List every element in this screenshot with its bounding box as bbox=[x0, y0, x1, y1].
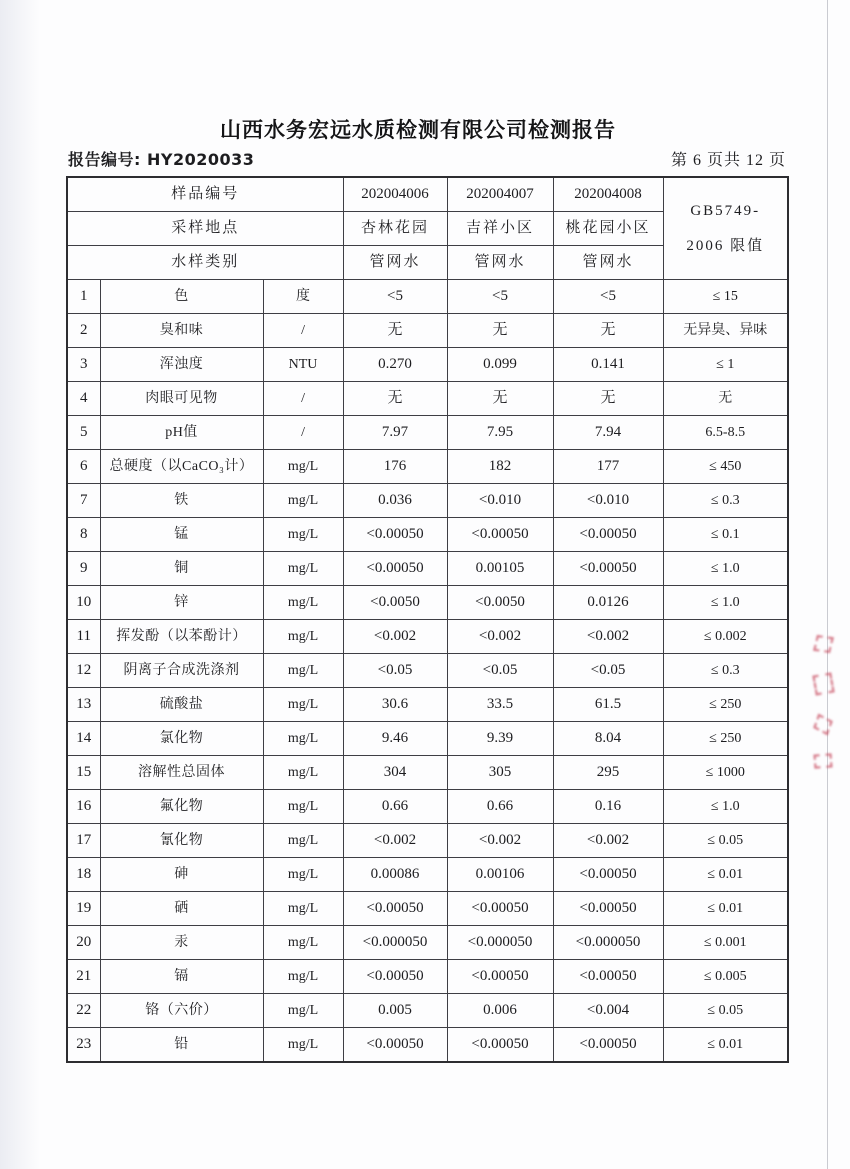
sample2-value: <0.00050 bbox=[447, 892, 553, 926]
sample2-value: <5 bbox=[447, 280, 553, 314]
parameter-unit: mg/L bbox=[263, 858, 343, 892]
table-row bbox=[67, 620, 788, 654]
limit-value: ≤ 1.0 bbox=[663, 552, 788, 586]
sample3-value: <0.010 bbox=[553, 484, 663, 518]
report-title: 山西水务宏远水质检测有限公司检测报告 bbox=[220, 118, 616, 143]
scan-right-edge-line bbox=[827, 0, 828, 1169]
sample1-value: 0.270 bbox=[343, 348, 447, 382]
sample3-value: <0.00050 bbox=[553, 1028, 663, 1063]
sample1-value: <0.002 bbox=[343, 824, 447, 858]
sample3-value: 无 bbox=[553, 382, 663, 416]
parameter-name: 硫酸盐 bbox=[100, 688, 263, 722]
parameter-name: 溶解性总固体 bbox=[100, 756, 263, 790]
limit-value: ≤ 250 bbox=[663, 722, 788, 756]
parameter-name: 铁 bbox=[100, 484, 263, 518]
seal-mark-icon bbox=[812, 673, 834, 696]
limit-value: ≤ 1.0 bbox=[663, 586, 788, 620]
sample2-value: <0.00050 bbox=[447, 960, 553, 994]
table-row bbox=[67, 416, 788, 450]
parameter-name: 铅 bbox=[100, 1028, 263, 1063]
sample1-no: 202004006 bbox=[343, 177, 447, 212]
limit-value: ≤ 1 bbox=[663, 348, 788, 382]
sample3-value: <0.002 bbox=[553, 620, 663, 654]
parameter-unit: mg/L bbox=[263, 586, 343, 620]
table-row bbox=[67, 314, 788, 348]
sample1-value: 0.036 bbox=[343, 484, 447, 518]
row-number: 9 bbox=[67, 552, 100, 586]
sample2-value: <0.002 bbox=[447, 620, 553, 654]
table-row bbox=[67, 824, 788, 858]
table-row bbox=[67, 450, 788, 484]
parameter-name: 挥发酚（以苯酚计） bbox=[100, 620, 263, 654]
row-number: 11 bbox=[67, 620, 100, 654]
sample1-location: 杏林花园 bbox=[343, 212, 447, 246]
sample1-value: <0.05 bbox=[343, 654, 447, 688]
sample3-type: 管网水 bbox=[553, 246, 663, 280]
table-row bbox=[67, 960, 788, 994]
sample2-value: <0.00050 bbox=[447, 518, 553, 552]
seal-mark-icon bbox=[813, 713, 832, 735]
limit-standard-line1: GB5749- bbox=[690, 202, 761, 219]
table-row bbox=[67, 892, 788, 926]
parameter-name: pH值 bbox=[100, 416, 263, 450]
table-row bbox=[67, 756, 788, 790]
parameter-unit: mg/L bbox=[263, 688, 343, 722]
parameter-name: 锰 bbox=[100, 518, 263, 552]
row-number: 18 bbox=[67, 858, 100, 892]
parameter-unit: NTU bbox=[263, 348, 343, 382]
red-seal-partial bbox=[812, 636, 834, 768]
parameter-name: 臭和味 bbox=[100, 314, 263, 348]
parameter-unit: mg/L bbox=[263, 552, 343, 586]
parameter-unit: mg/L bbox=[263, 654, 343, 688]
limit-standard-header bbox=[663, 177, 788, 280]
report-number-label: 报告编号: bbox=[68, 150, 141, 169]
sample3-value: 7.94 bbox=[553, 416, 663, 450]
limit-value: 6.5-8.5 bbox=[663, 416, 788, 450]
limit-value: ≤ 0.3 bbox=[663, 484, 788, 518]
sample3-value: <0.000050 bbox=[553, 926, 663, 960]
limit-value: ≤ 1.0 bbox=[663, 790, 788, 824]
report-number bbox=[68, 147, 254, 170]
row-number: 23 bbox=[67, 1028, 100, 1063]
parameter-name: 氰化物 bbox=[100, 824, 263, 858]
sample1-value: 30.6 bbox=[343, 688, 447, 722]
sample3-value: <5 bbox=[553, 280, 663, 314]
sample3-value: <0.004 bbox=[553, 994, 663, 1028]
parameter-unit: / bbox=[263, 314, 343, 348]
parameter-name: 肉眼可见物 bbox=[100, 382, 263, 416]
sample3-value: 0.141 bbox=[553, 348, 663, 382]
limit-value: ≤ 0.1 bbox=[663, 518, 788, 552]
limit-value: ≤ 0.05 bbox=[663, 824, 788, 858]
table-row bbox=[67, 518, 788, 552]
limit-value: ≤ 0.3 bbox=[663, 654, 788, 688]
sample1-value: 9.46 bbox=[343, 722, 447, 756]
sample3-value: 0.16 bbox=[553, 790, 663, 824]
row-number: 19 bbox=[67, 892, 100, 926]
sample2-value: <0.00050 bbox=[447, 1028, 553, 1063]
row-number: 21 bbox=[67, 960, 100, 994]
row-number: 17 bbox=[67, 824, 100, 858]
sample1-value: 无 bbox=[343, 314, 447, 348]
sample2-value: 无 bbox=[447, 314, 553, 348]
parameter-name: 色 bbox=[100, 280, 263, 314]
parameter-name: 汞 bbox=[100, 926, 263, 960]
sample1-value: <0.00050 bbox=[343, 892, 447, 926]
table-row bbox=[67, 790, 788, 824]
parameter-name: 锌 bbox=[100, 586, 263, 620]
parameter-unit: mg/L bbox=[263, 994, 343, 1028]
sample1-value: <0.000050 bbox=[343, 926, 447, 960]
table-row bbox=[67, 1028, 788, 1063]
limit-value: ≤ 0.002 bbox=[663, 620, 788, 654]
parameter-name: 铬（六价） bbox=[100, 994, 263, 1028]
table-row bbox=[67, 552, 788, 586]
parameter-unit: mg/L bbox=[263, 892, 343, 926]
row-number: 2 bbox=[67, 314, 100, 348]
sample1-value: 0.66 bbox=[343, 790, 447, 824]
parameter-unit: mg/L bbox=[263, 790, 343, 824]
sample3-value: <0.002 bbox=[553, 824, 663, 858]
sample2-value: 7.95 bbox=[447, 416, 553, 450]
sample3-value: 177 bbox=[553, 450, 663, 484]
parameter-unit: mg/L bbox=[263, 518, 343, 552]
sample3-value: <0.00050 bbox=[553, 892, 663, 926]
sample2-value: 0.00105 bbox=[447, 552, 553, 586]
sample1-type: 管网水 bbox=[343, 246, 447, 280]
row-number: 8 bbox=[67, 518, 100, 552]
row-number: 14 bbox=[67, 722, 100, 756]
parameter-unit: mg/L bbox=[263, 756, 343, 790]
sample2-value: <0.05 bbox=[447, 654, 553, 688]
table-row bbox=[67, 688, 788, 722]
sample2-value: 0.66 bbox=[447, 790, 553, 824]
sample1-value: 7.97 bbox=[343, 416, 447, 450]
sample2-value: <0.010 bbox=[447, 484, 553, 518]
sample1-value: <0.0050 bbox=[343, 586, 447, 620]
limit-value: ≤ 0.001 bbox=[663, 926, 788, 960]
sample3-value: 8.04 bbox=[553, 722, 663, 756]
parameter-name: 砷 bbox=[100, 858, 263, 892]
table-row bbox=[67, 994, 788, 1028]
seal-mark-icon bbox=[814, 753, 833, 768]
location-label: 采样地点 bbox=[67, 212, 343, 246]
sample2-no: 202004007 bbox=[447, 177, 553, 212]
sample1-value: 176 bbox=[343, 450, 447, 484]
sample2-value: 305 bbox=[447, 756, 553, 790]
sample3-value: <0.00050 bbox=[553, 552, 663, 586]
water-quality-results-table bbox=[66, 176, 789, 1063]
row-number: 15 bbox=[67, 756, 100, 790]
row-number: 16 bbox=[67, 790, 100, 824]
parameter-unit: mg/L bbox=[263, 1028, 343, 1063]
parameter-unit: / bbox=[263, 416, 343, 450]
sample3-value: 无 bbox=[553, 314, 663, 348]
sample3-value: <0.05 bbox=[553, 654, 663, 688]
row-number: 5 bbox=[67, 416, 100, 450]
parameter-unit: mg/L bbox=[263, 722, 343, 756]
limit-value: ≤ 0.005 bbox=[663, 960, 788, 994]
sample-no-label: 样品编号 bbox=[67, 177, 343, 212]
sample3-value: <0.00050 bbox=[553, 960, 663, 994]
sample2-value: <0.000050 bbox=[447, 926, 553, 960]
sample2-value: <0.002 bbox=[447, 824, 553, 858]
sample2-value: 33.5 bbox=[447, 688, 553, 722]
sample1-value: 0.005 bbox=[343, 994, 447, 1028]
limit-value: ≤ 0.05 bbox=[663, 994, 788, 1028]
row-number: 12 bbox=[67, 654, 100, 688]
limit-value: ≤ 1000 bbox=[663, 756, 788, 790]
parameter-unit: / bbox=[263, 382, 343, 416]
limit-value: ≤ 0.01 bbox=[663, 858, 788, 892]
parameter-unit: 度 bbox=[263, 280, 343, 314]
parameter-name: 浑浊度 bbox=[100, 348, 263, 382]
seal-mark-icon bbox=[813, 635, 834, 653]
limit-value: 无异臭、异味 bbox=[663, 314, 788, 348]
table-row bbox=[67, 926, 788, 960]
sample2-value: 无 bbox=[447, 382, 553, 416]
limit-value: ≤ 250 bbox=[663, 688, 788, 722]
sample3-value: 61.5 bbox=[553, 688, 663, 722]
sample3-value: <0.00050 bbox=[553, 518, 663, 552]
sample2-value: <0.0050 bbox=[447, 586, 553, 620]
table-row bbox=[67, 586, 788, 620]
sample1-value: <5 bbox=[343, 280, 447, 314]
limit-standard-line2: 2006 限值 bbox=[686, 238, 765, 254]
table-row bbox=[67, 348, 788, 382]
sample3-value: 295 bbox=[553, 756, 663, 790]
limit-value: ≤ 450 bbox=[663, 450, 788, 484]
sample1-value: <0.00050 bbox=[343, 518, 447, 552]
row-number: 4 bbox=[67, 382, 100, 416]
sample1-value: <0.00050 bbox=[343, 960, 447, 994]
sample2-location: 吉祥小区 bbox=[447, 212, 553, 246]
sample2-type: 管网水 bbox=[447, 246, 553, 280]
parameter-unit: mg/L bbox=[263, 450, 343, 484]
row-number: 20 bbox=[67, 926, 100, 960]
table-row bbox=[67, 280, 788, 314]
parameter-name: 总硬度（以CaCO₃计） bbox=[100, 450, 263, 484]
sample3-no: 202004008 bbox=[553, 177, 663, 212]
sample2-value: 0.099 bbox=[447, 348, 553, 382]
row-number: 1 bbox=[67, 280, 100, 314]
row-number: 13 bbox=[67, 688, 100, 722]
table-row bbox=[67, 722, 788, 756]
page-indicator: 第 6 页共 12 页 bbox=[670, 152, 786, 169]
parameter-name: 镉 bbox=[100, 960, 263, 994]
parameter-name: 氟化物 bbox=[100, 790, 263, 824]
parameter-unit: mg/L bbox=[263, 484, 343, 518]
parameter-name: 铜 bbox=[100, 552, 263, 586]
row-number: 22 bbox=[67, 994, 100, 1028]
table-row bbox=[67, 858, 788, 892]
sample3-location: 桃花园小区 bbox=[553, 212, 663, 246]
limit-value: ≤ 0.01 bbox=[663, 892, 788, 926]
water-type-label: 水样类别 bbox=[67, 246, 343, 280]
sample3-value: 0.0126 bbox=[553, 586, 663, 620]
sample2-value: 182 bbox=[447, 450, 553, 484]
row-number: 7 bbox=[67, 484, 100, 518]
sample1-value: 无 bbox=[343, 382, 447, 416]
sample1-value: <0.00050 bbox=[343, 1028, 447, 1063]
row-number: 6 bbox=[67, 450, 100, 484]
sample2-value: 9.39 bbox=[447, 722, 553, 756]
parameter-name: 硒 bbox=[100, 892, 263, 926]
sample1-value: 304 bbox=[343, 756, 447, 790]
sample1-value: <0.00050 bbox=[343, 552, 447, 586]
sample2-value: 0.00106 bbox=[447, 858, 553, 892]
report-meta-row bbox=[68, 147, 786, 170]
report-number-value: HY2020033 bbox=[146, 150, 255, 169]
table-row bbox=[67, 484, 788, 518]
sample3-value: <0.00050 bbox=[553, 858, 663, 892]
parameter-unit: mg/L bbox=[263, 824, 343, 858]
sample1-value: <0.002 bbox=[343, 620, 447, 654]
limit-value: 无 bbox=[663, 382, 788, 416]
table-row bbox=[67, 654, 788, 688]
limit-value: ≤ 0.01 bbox=[663, 1028, 788, 1063]
parameter-name: 阴离子合成洗涤剂 bbox=[100, 654, 263, 688]
header-row-sample-no bbox=[67, 177, 788, 212]
sample1-value: 0.00086 bbox=[343, 858, 447, 892]
parameter-unit: mg/L bbox=[263, 926, 343, 960]
row-number: 3 bbox=[67, 348, 100, 382]
table-row bbox=[67, 382, 788, 416]
parameter-unit: mg/L bbox=[263, 960, 343, 994]
scan-left-shadow bbox=[0, 0, 40, 1169]
limit-value: ≤ 15 bbox=[663, 280, 788, 314]
parameter-unit: mg/L bbox=[263, 620, 343, 654]
sample2-value: 0.006 bbox=[447, 994, 553, 1028]
row-number: 10 bbox=[67, 586, 100, 620]
parameter-name: 氯化物 bbox=[100, 722, 263, 756]
